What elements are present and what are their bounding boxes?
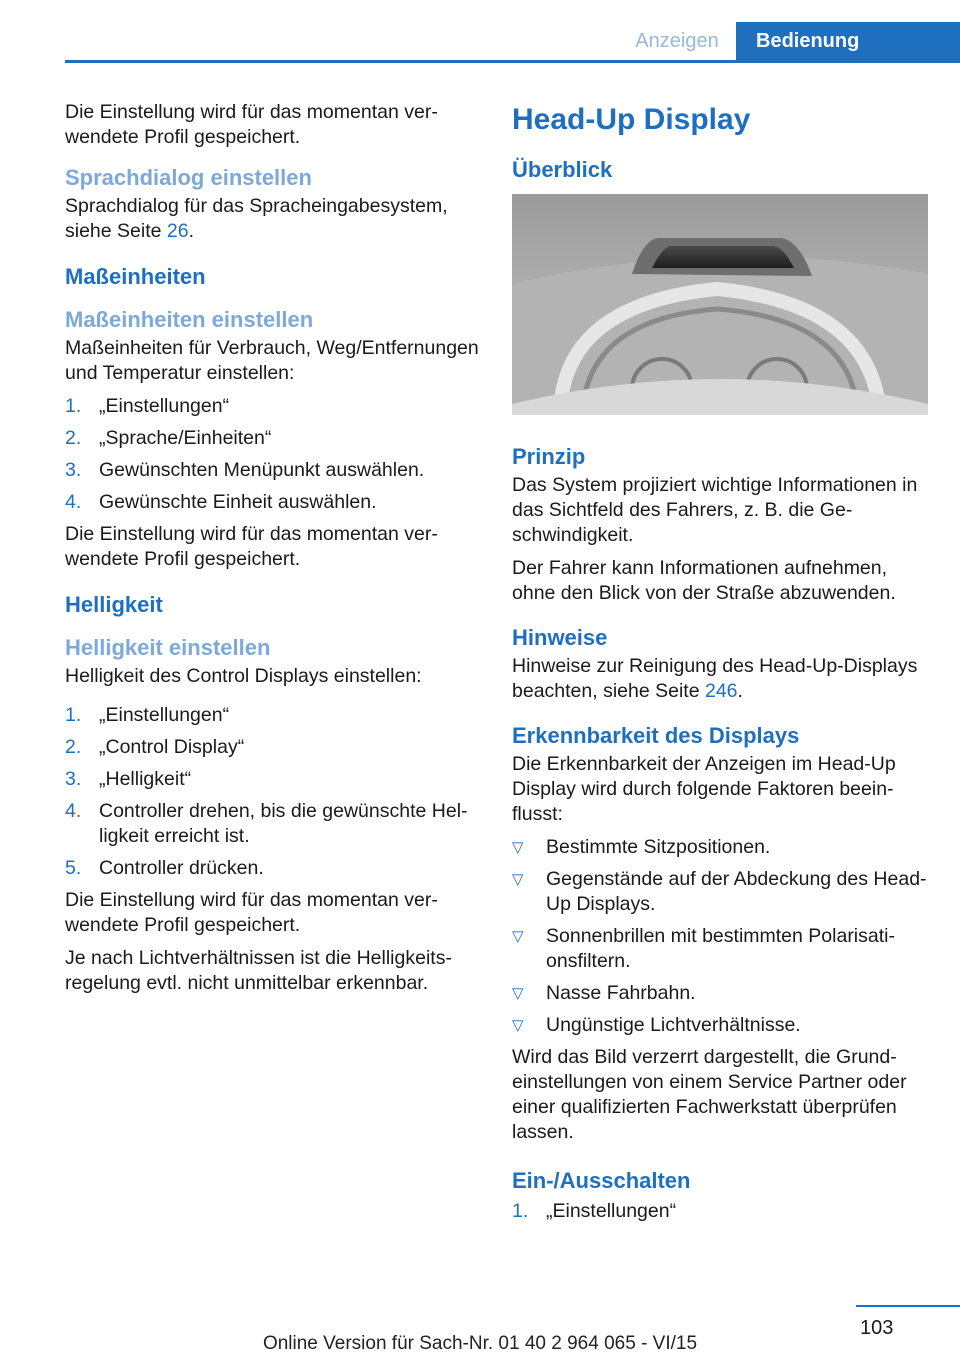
list-item [65, 394, 481, 419]
step-text: „Sprache/Einheiten“ [99, 427, 272, 449]
step-text: „Helligkeit“ [99, 768, 192, 790]
right-column [512, 100, 928, 1231]
page-title: Head-Up Display [512, 103, 751, 136]
triangle-bullet-icon: ▽ [512, 839, 524, 856]
list-item [65, 458, 481, 483]
triangle-bullet-icon: ▽ [512, 871, 524, 888]
steps-helligkeit [65, 703, 481, 881]
steps-ein-ausschalten [512, 1199, 928, 1224]
item-text: Bestimmte Sitzpositionen. [546, 836, 771, 858]
text: Hinweise zur Reinigung des Head-Up-Displays beachten, siehe Seite [512, 655, 918, 702]
text: Sprachdialog für das Spracheingabesystem, siehe Seite [65, 195, 448, 242]
step-number: 3. [65, 459, 82, 481]
paragraph: Der Fahrer kann Informationen aufnehmen, ohne den Blick von der Straße abzuwenden. [512, 557, 896, 604]
step-text: Gewünschte Einheit auswählen. [99, 491, 377, 513]
step-number: 4. [65, 800, 82, 822]
heading-helligkeit-einstellen: Helligkeit einstellen [65, 635, 271, 660]
step-number: 2. [65, 736, 82, 758]
step-text: „Einstellungen“ [546, 1200, 677, 1222]
heading-prinzip: Prinzip [512, 444, 586, 469]
list-item [512, 924, 928, 974]
list-item [65, 735, 481, 760]
step-text: „Einstellungen“ [99, 395, 230, 417]
list-item [65, 426, 481, 451]
paragraph: Je nach Lichtverhältnissen ist die Helligkeitsregelung evtl. nicht unmittelbar erkennbar. [65, 947, 452, 994]
list-item [65, 703, 481, 728]
list-item [512, 981, 928, 1006]
text: . [737, 680, 743, 702]
heading-erkennbarkeit: Erkennbarkeit des Displays [512, 723, 800, 748]
list-item [512, 1013, 928, 1038]
left-column [65, 100, 481, 1004]
step-text: Gewünschten Menüpunkt auswählen. [99, 459, 425, 481]
step-number: 1. [65, 704, 82, 726]
header-rule [65, 60, 960, 63]
item-text: Ungünstige Lichtverhältnisse. [546, 1014, 801, 1036]
heading-helligkeit: Helligkeit [65, 592, 163, 617]
paragraph: Maßeinheiten für Verbrauch, Weg/Entfernungen und Temperatur einstellen: [65, 337, 479, 384]
item-text: Gegenstände auf der Abdeckung des Head-Up Displays. [546, 868, 927, 915]
head-up-display-illustration [512, 194, 928, 415]
step-number: 5. [65, 857, 82, 879]
list-item [512, 835, 928, 860]
heading-hinweise: Hinweise [512, 625, 608, 650]
paragraph: Helligkeit des Control Displays einstellen: [65, 665, 422, 687]
step-number: 4. [65, 491, 82, 513]
list-item [65, 799, 481, 849]
list-item [65, 856, 481, 881]
list-item [65, 490, 481, 515]
footer-text: Online Version für Sach-Nr. 01 40 2 964 065 - VI/15 [262, 1333, 698, 1354]
step-number: 1. [512, 1200, 529, 1222]
step-text: „Einstellungen“ [99, 704, 230, 726]
triangle-bullet-icon: ▽ [512, 1017, 524, 1034]
step-text: Controller drehen, bis die gewünschte Helligkeit erreicht ist. [99, 800, 468, 847]
paragraph: Die Einstellung wird für das momentan verwendete Profil gespeichert. [65, 889, 438, 936]
list-item [512, 1199, 928, 1224]
triangle-bullet-icon: ▽ [512, 928, 524, 945]
factor-list [512, 835, 928, 1038]
step-number: 1. [65, 395, 82, 417]
paragraph: Das System projiziert wichtige Informationen in das Sichtfeld des Fahrers, z. B. die Geschwindigkeit. [512, 474, 918, 546]
steps-masseinheiten [65, 394, 481, 515]
page-link-26[interactable]: 26 [166, 220, 189, 242]
footer-rule [856, 1305, 960, 1307]
paragraph [65, 194, 481, 244]
page-link-246[interactable]: 246 [704, 680, 738, 702]
list-item [65, 767, 481, 792]
text: . [188, 220, 195, 242]
item-text: Nasse Fahrbahn. [546, 982, 696, 1004]
step-number: 3. [65, 768, 82, 790]
paragraph: Wird das Bild verzerrt dargestellt, die Grundeinstellungen von einem Service Partner oder einer qualifizierten Fachwerkstatt überprüfen lassen. [512, 1046, 907, 1143]
paragraph [512, 654, 928, 704]
heading-masseinheiten-einstellen: Maßeinheiten einstellen [65, 307, 314, 332]
heading-masseinheiten: Maßeinheiten [65, 264, 206, 289]
paragraph: Die Einstellung wird für das momentan verwendete Profil gespeichert. [65, 523, 438, 570]
paragraph: Die Einstellung wird für das momentan verwendete Profil gespeichert. [65, 101, 438, 148]
triangle-bullet-icon: ▽ [512, 985, 524, 1002]
tab-bedienung[interactable]: Bedienung [736, 22, 960, 60]
step-text: „Control Display“ [99, 736, 245, 758]
paragraph: Die Erkennbarkeit der Anzeigen im Head-Up Display wird durch folgende Faktoren beeinflusst: [512, 753, 896, 825]
step-text: Controller drücken. [99, 857, 264, 879]
item-text: Sonnenbrillen mit bestimmten Polarisationsfiltern. [546, 925, 895, 972]
heading-ueberblick: Überblick [512, 157, 613, 182]
list-item [512, 867, 928, 917]
page-number: 103 [860, 1317, 894, 1339]
heading-sprachdialog: Sprachdialog einstellen [65, 165, 312, 190]
tab-anzeigen[interactable]: Anzeigen [635, 30, 719, 52]
heading-ein-ausschalten: Ein-/Ausschalten [512, 1168, 691, 1193]
step-number: 2. [65, 427, 82, 449]
